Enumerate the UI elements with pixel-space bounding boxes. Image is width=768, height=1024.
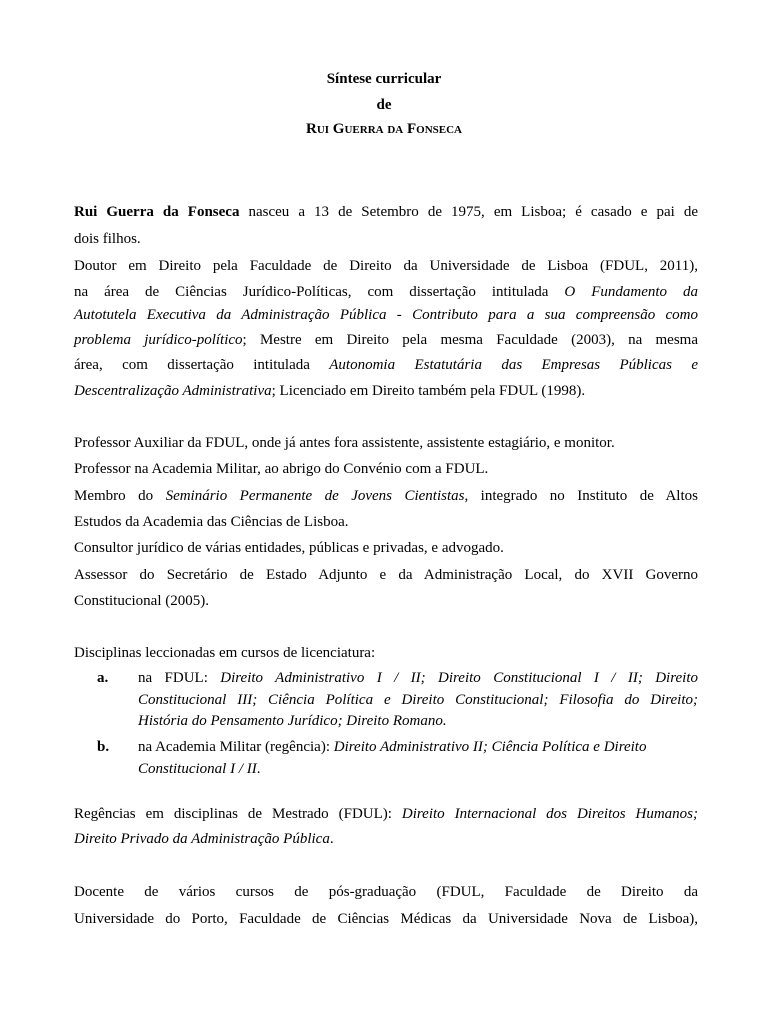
bio-text: nasceu a 13 de Setembro de 1975, em Lisboa; é casado e pai de	[239, 204, 698, 220]
list-marker-a: a.	[97, 670, 109, 686]
teaching-item-a-line-2: Constitucional III; Ciência Política e Direito Constitucional; Filosofia do Direito;	[138, 692, 698, 708]
bio-text: área, com dissertação intitulada	[74, 357, 330, 373]
masters-line-2	[74, 829, 698, 849]
masters-line-1	[74, 804, 698, 824]
list-marker-b: b.	[97, 739, 110, 755]
teaching-heading: Disciplinas leccionadas em cursos de licenciatura:	[74, 645, 376, 661]
seminar-name: Seminário Permanente de Jovens Cientistas	[165, 488, 465, 504]
role-line-2: Professor na Academia Militar, ao abrigo do Convénio com a FDUL.	[74, 461, 489, 477]
role-text: Membro do	[74, 488, 166, 504]
bio-line-2: dois filhos.	[74, 231, 141, 247]
masters-text: .	[329, 831, 334, 847]
bio-line-7	[74, 355, 698, 375]
title-preposition: de	[376, 97, 392, 113]
bio-text: ; Licenciado em Direito também pela FDUL (1998).	[271, 383, 586, 399]
role-line-5: Consultor jurídico de várias entidades, públicas e privadas, e advogado.	[74, 540, 504, 556]
author-name-heading: Rui Guerra da Fonseca	[306, 121, 462, 137]
postgrad-line-2: Universidade do Porto, Faculdade de Ciências Médicas da Universidade Nova de Lisboa),	[74, 911, 698, 927]
bio-text: na área de Ciências Jurídico-Políticas, com dissertação intitulada	[74, 284, 565, 300]
role-line-3	[74, 486, 698, 506]
role-line-7: Constitucional (2005).	[74, 593, 209, 609]
postgrad-line-1: Docente de vários cursos de pós-graduação (FDUL, Faculdade de Direito da	[74, 884, 698, 900]
role-text: , integrado no Instituto de Altos	[464, 488, 698, 504]
course-list: Constitucional I / II	[138, 761, 257, 777]
thesis-title: O Fundamento da	[564, 284, 698, 300]
bio-line-4	[74, 282, 698, 302]
dissertation-title: Autonomia Estatutária das Empresas Públicas e	[329, 357, 698, 373]
bio-line-3: Doutor em Direito pela Faculdade de Direito da Universidade de Lisboa (FDUL, 2011),	[74, 258, 698, 274]
role-line-1: Professor Auxiliar da FDUL, onde já antes fora assistente, assistente estagiário, e monitor.	[74, 435, 615, 451]
course-list: Direito Administrativo I / II; Direito Constitucional I / II; Direito	[220, 670, 698, 686]
bio-line-6	[74, 330, 698, 350]
course-list: Direito Administrativo II; Ciência Política e Direito	[333, 739, 647, 755]
teaching-item-a-line-1	[138, 668, 698, 688]
teaching-item-a-line-3: História do Pensamento Jurídico; Direito Romano.	[138, 713, 447, 729]
bio-text: ; Mestre em Direito pela mesma Faculdade (2003), na mesma	[242, 332, 698, 348]
item-text: .	[256, 761, 261, 777]
teaching-item-b-line-1	[138, 737, 698, 757]
document-title: Síntese curricular	[326, 71, 442, 87]
item-text: na Academia Militar (regência):	[138, 739, 334, 755]
role-line-6: Assessor do Secretário de Estado Adjunto e da Administração Local, do XVII Governo	[74, 567, 698, 583]
bio-line-1	[74, 202, 698, 222]
bio-line-8	[74, 381, 698, 401]
bio-line-5: Autotutela Executiva da Administração Pública - Contributo para a sua compreensão como	[74, 307, 698, 323]
thesis-title: problema jurídico-político	[74, 332, 243, 348]
teaching-item-b-line-2	[138, 759, 698, 779]
role-line-4: Estudos da Academia das Ciências de Lisboa.	[74, 514, 349, 530]
course-name: Direito Privado da Administração Pública	[74, 831, 330, 847]
item-text: na FDUL:	[138, 670, 221, 686]
dissertation-title: Descentralização Administrativa	[74, 383, 272, 399]
bio-name: Rui Guerra da Fonseca	[74, 204, 240, 220]
course-name: Direito Internacional dos Direitos Humanos;	[401, 806, 699, 822]
masters-text: Regências em disciplinas de Mestrado (FDUL):	[74, 806, 402, 822]
